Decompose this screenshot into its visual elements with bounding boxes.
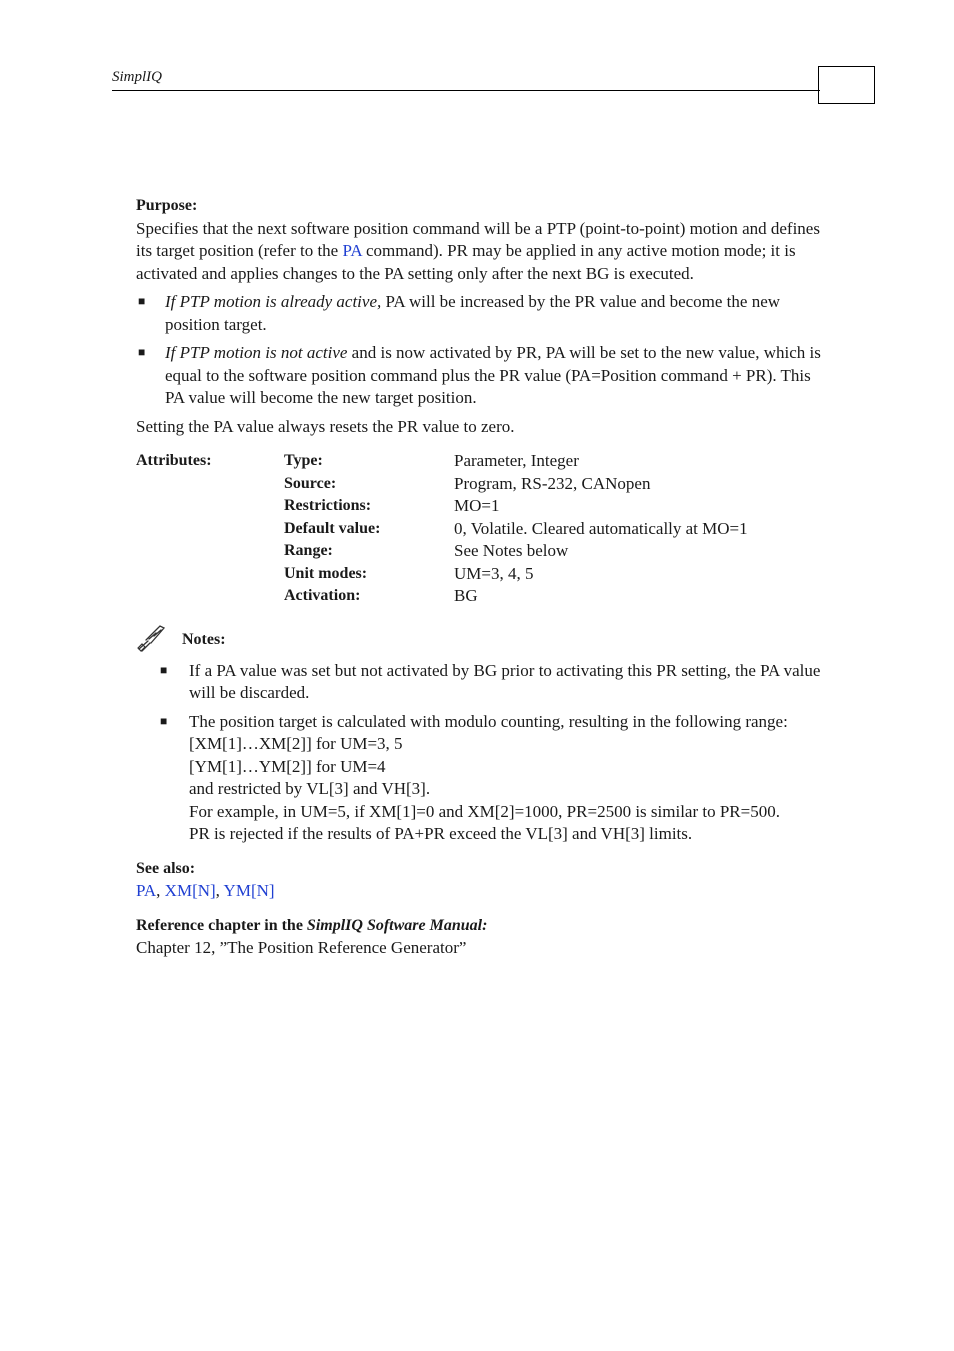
list-item (160, 711, 826, 846)
see-also-links (136, 880, 826, 903)
attr-value: Parameter, Integer (454, 451, 579, 470)
list-item (136, 291, 826, 336)
see-also-link-ym[interactable]: YM[N] (223, 881, 275, 900)
note-line: and restricted by VL[3] and VH[3]. (189, 779, 431, 798)
see-also-separator: , (156, 881, 165, 900)
notes-list (160, 660, 826, 846)
see-also-separator: , (215, 881, 224, 900)
purpose-bullets (136, 291, 826, 410)
purpose-closing: Setting the PA value always resets the PR value to zero. (136, 416, 515, 436)
attr-value: UM=3, 4, 5 (454, 563, 534, 583)
attr-value: BG (454, 586, 478, 605)
notes-header (136, 622, 826, 652)
bullet-square-icon: ■ (138, 345, 146, 359)
attr-key: Source: (284, 474, 337, 492)
purpose-heading: Purpose: (136, 197, 198, 214)
attr-value: See Notes below (454, 541, 569, 560)
note-hand-icon (136, 622, 168, 652)
attributes-label: Attributes: (136, 452, 212, 469)
purpose-text-b: command). PR may be applied in any active motion mode; it is activated and applies changes to the PA setting only after the next BG is executed. (136, 241, 796, 283)
purpose-text-a: Specifies that the next software position command will be a PTP (point-to-point) motion and defines its target position (refer to the (136, 218, 820, 260)
note-line: For example, in UM=5, if XM[1]=0 and XM[2]=1000, PR=2500 is similar to PR=500. (189, 801, 780, 821)
attr-value: MO=1 (454, 496, 500, 515)
notes-heading: Notes: (182, 631, 226, 648)
attr-value: Program, RS-232, CANopen (454, 473, 651, 493)
attr-key: Default value: (284, 519, 381, 537)
list-item (136, 342, 826, 410)
bullet-text: and is now activated by PR, PA will be set to the new value, which is equal to the software position command plus the PR value (PA=Position command + PR). This PA value will become the new target position. (165, 343, 821, 407)
note-line: [XM[1]…XM[2]] for UM=3, 5 (189, 734, 403, 753)
attr-key: Type: (284, 452, 323, 469)
bullet-square-icon: ■ (160, 662, 168, 677)
reference-chapter: Chapter 12, ”The Position Reference Generator” (136, 938, 467, 957)
bullet-italic-text: If PTP motion is not active (165, 343, 348, 362)
bullet-text: PA will be increased by the PR value and become the new position target. (165, 292, 781, 334)
pa-link[interactable]: PA (342, 241, 362, 260)
page-number-box (818, 66, 875, 104)
header-brand: SimplIQ (112, 69, 162, 85)
see-also-section (136, 858, 826, 903)
bullet-square-icon: ■ (138, 294, 146, 308)
reference-section (136, 915, 826, 960)
purpose-section (136, 195, 826, 438)
see-also-link-pa[interactable]: PA (136, 881, 157, 900)
attr-key: Range: (284, 542, 333, 559)
reference-heading (136, 915, 826, 938)
reference-brand: SimplIQ (306, 916, 363, 934)
attr-key: Activation: (284, 587, 361, 604)
list-item (160, 660, 826, 705)
attributes-table (136, 450, 826, 608)
attr-value: 0, Volatile. Cleared automatically at MO=1 (454, 518, 748, 538)
note-line: The position target is calculated with modulo counting, resulting in the following range: (189, 711, 788, 731)
note-line: PR is rejected if the results of PA+PR exceed the VL[3] and VH[3] limits. (189, 824, 693, 843)
attr-key: Restrictions: (284, 497, 372, 514)
reference-prefix: Reference chapter in the (136, 916, 307, 934)
see-also-link-xm[interactable]: XM[N] (164, 881, 216, 900)
see-also-heading: See also: (136, 859, 196, 877)
bullet-italic-text: If PTP motion is already active, (165, 292, 382, 311)
reference-suffix: Software Manual: (362, 916, 488, 934)
header-rule (112, 90, 820, 91)
bullet-square-icon: ■ (160, 713, 168, 728)
note-line: [YM[1]…YM[2]] for UM=4 (189, 756, 386, 776)
purpose-paragraph (136, 218, 826, 286)
document-body (136, 195, 826, 960)
note-line: If a PA value was set but not activated by BG prior to activating this PR setting, the PA value will be discarded. (189, 660, 821, 702)
page-header (112, 66, 875, 104)
attr-key: Unit modes: (284, 564, 368, 582)
